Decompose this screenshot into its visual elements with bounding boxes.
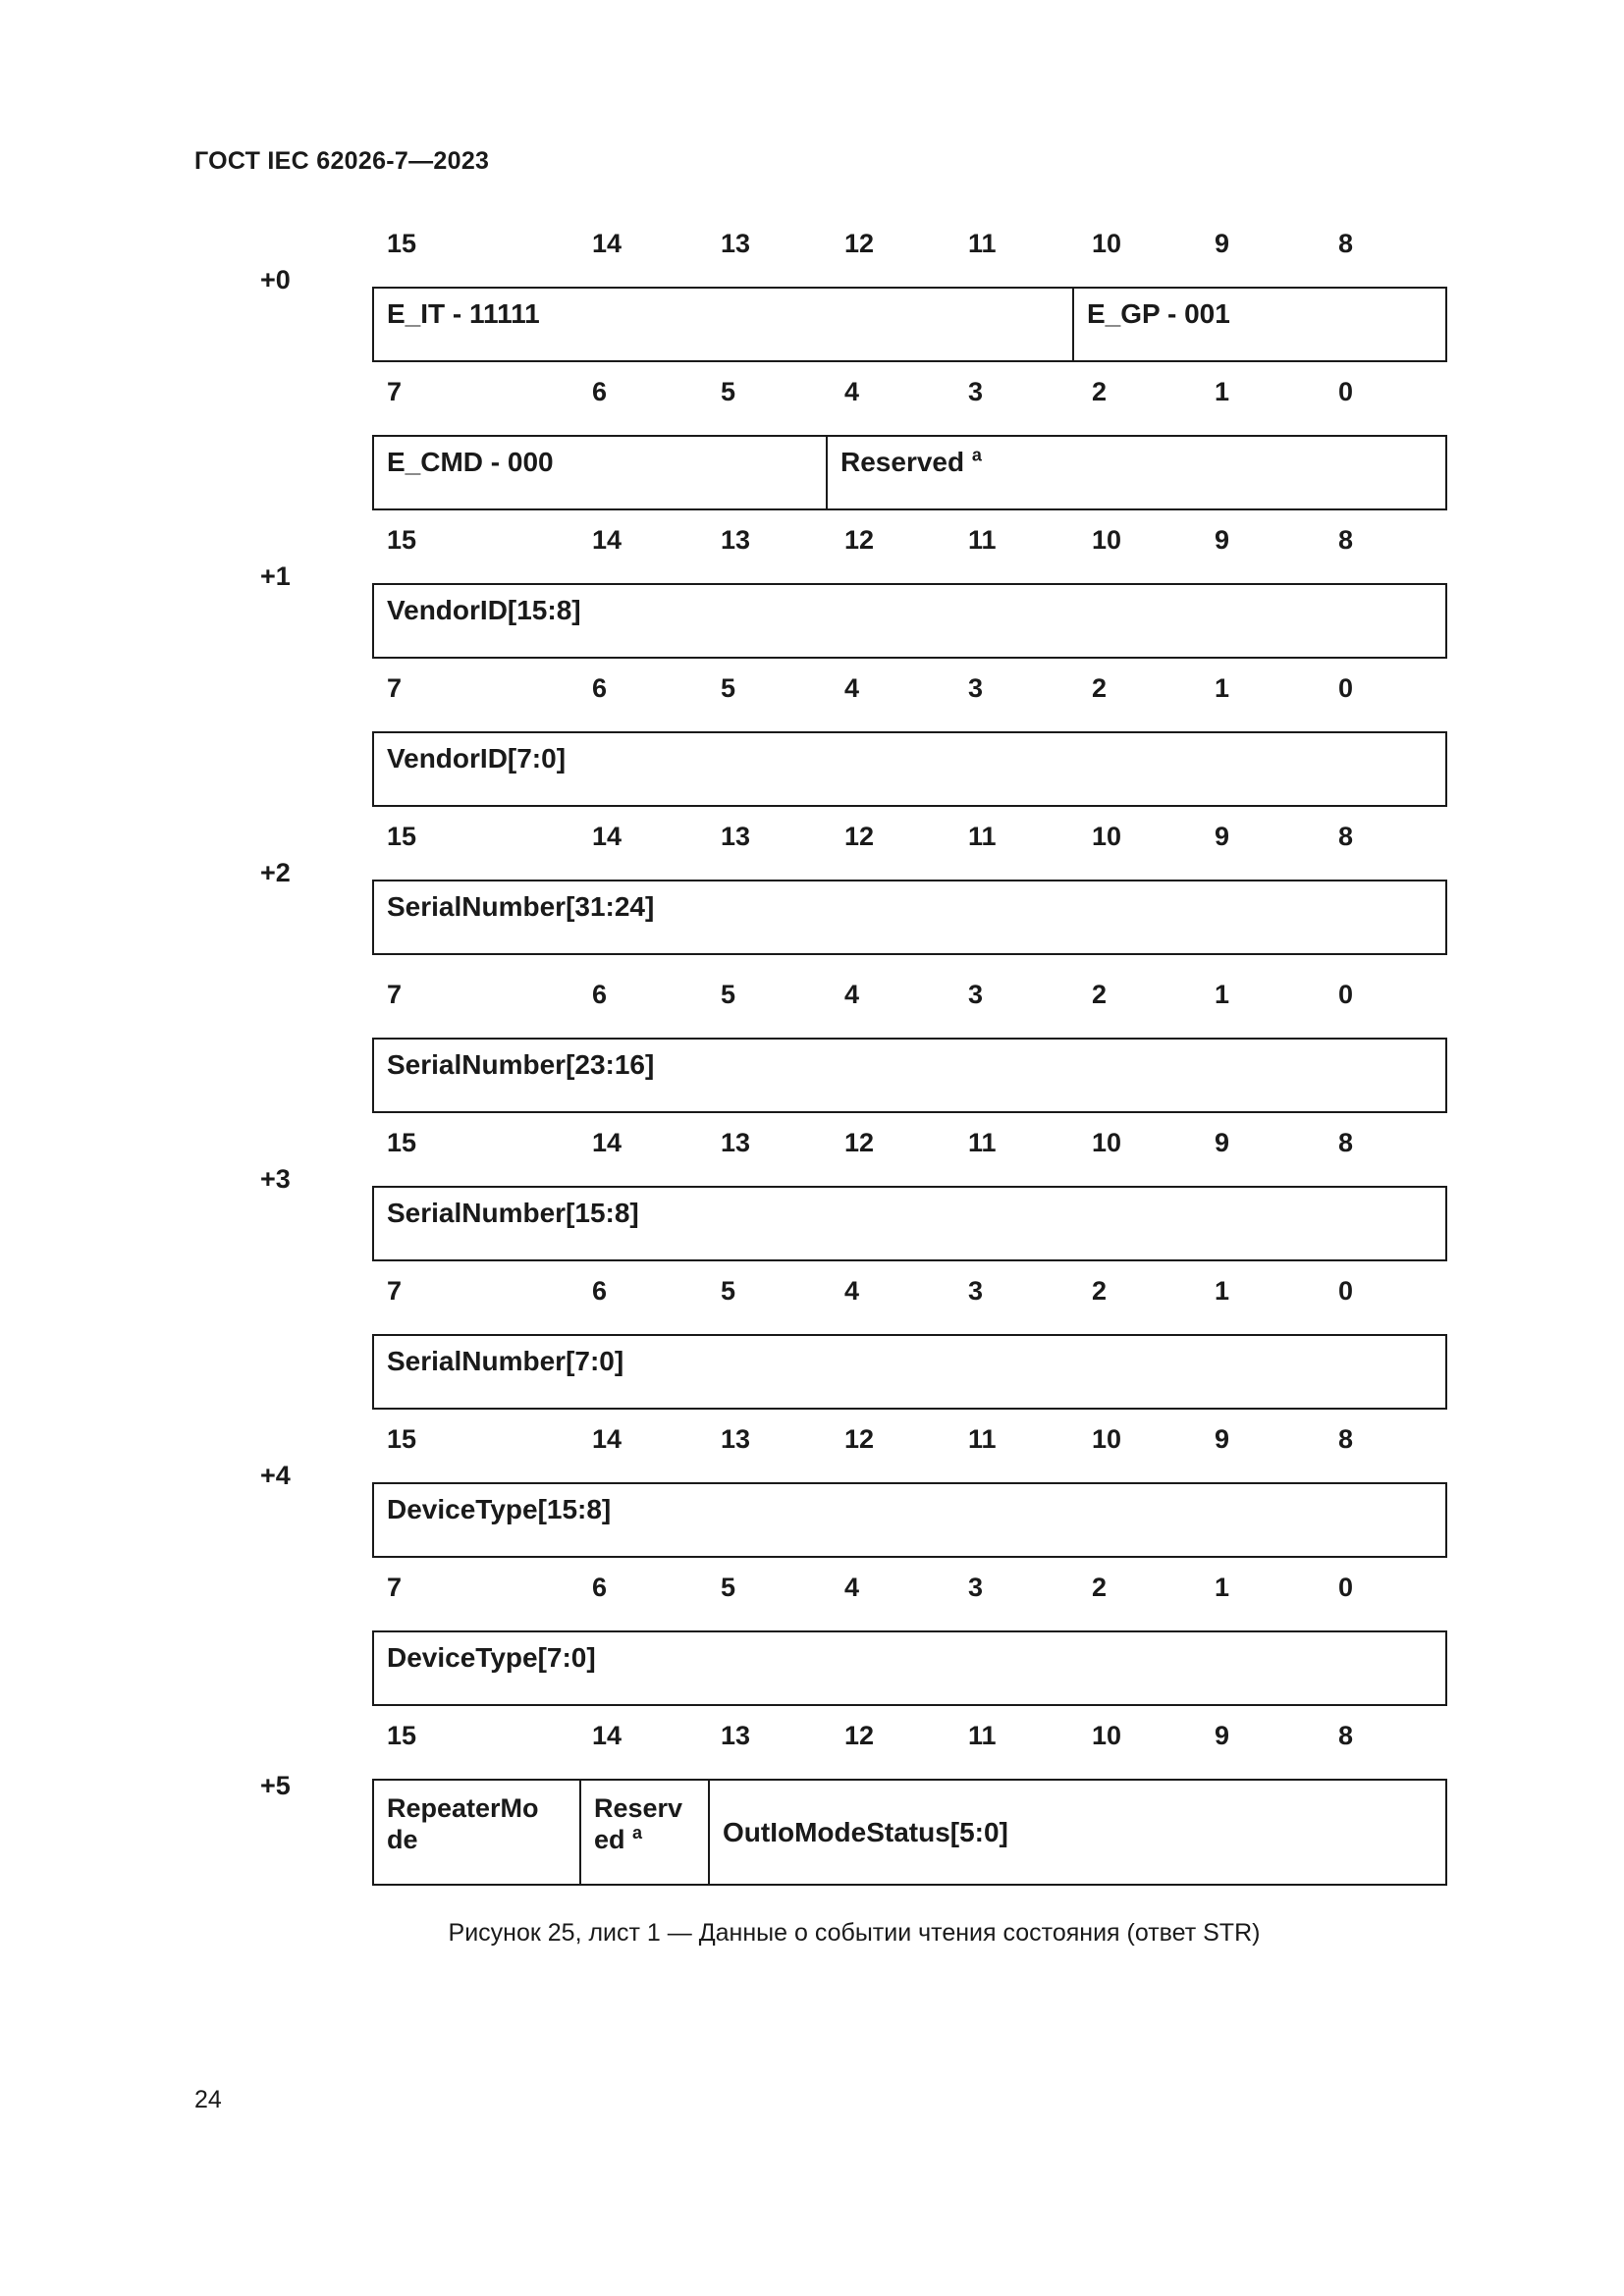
bit-label: 10 — [1092, 525, 1122, 555]
bit-label: 5 — [721, 1573, 736, 1602]
bit-labels-low — [0, 975, 1624, 1014]
bit-label: 3 — [968, 1276, 984, 1306]
bit-label: 3 — [968, 980, 984, 1009]
register-field: SerialNumber[7:0] — [387, 1346, 624, 1376]
bit-labels-high — [0, 817, 1624, 856]
bit-label: 15 — [387, 525, 417, 555]
bit-label: 2 — [1092, 1573, 1108, 1602]
bit-label: 15 — [387, 229, 417, 258]
bit-label: 14 — [592, 229, 623, 258]
bit-labels-high — [0, 1123, 1624, 1162]
bit-label: 13 — [721, 1424, 751, 1454]
bit-label: 10 — [1092, 1424, 1122, 1454]
bit-label: 0 — [1338, 673, 1354, 703]
bit-label: 9 — [1215, 1424, 1230, 1454]
bit-label: 14 — [592, 1721, 623, 1750]
register-field: E_GP - 001 — [1072, 289, 1445, 360]
word-offset: +2 — [260, 858, 291, 887]
bit-label: 11 — [968, 822, 997, 851]
bit-label: 0 — [1338, 377, 1354, 406]
bit-label: 10 — [1092, 1128, 1122, 1157]
register-field: OutIoModeStatus[5:0] — [708, 1781, 1445, 1884]
bit-label: 7 — [387, 1276, 403, 1306]
word-offset: +4 — [260, 1461, 291, 1490]
bit-label: 2 — [1092, 377, 1108, 406]
bit-label: 12 — [844, 1424, 875, 1454]
bit-label: 0 — [1338, 1573, 1354, 1602]
register-row — [372, 435, 1447, 510]
bit-label: 13 — [721, 229, 751, 258]
bit-label: 14 — [592, 525, 623, 555]
bit-label: 15 — [387, 822, 417, 851]
bit-label: 5 — [721, 673, 736, 703]
bit-label: 6 — [592, 673, 608, 703]
bit-label: 6 — [592, 1573, 608, 1602]
bit-label: 9 — [1215, 1721, 1230, 1750]
bit-label: 9 — [1215, 229, 1230, 258]
word-offset: +3 — [260, 1164, 291, 1194]
bit-label: 5 — [721, 377, 736, 406]
footnote-marker: a — [971, 445, 982, 465]
bit-label: 7 — [387, 673, 403, 703]
register-row — [372, 583, 1447, 659]
bit-labels-high — [0, 1716, 1624, 1755]
page-number: 24 — [194, 2086, 222, 2113]
bit-labels-high — [0, 520, 1624, 560]
bit-label: 15 — [387, 1424, 417, 1454]
bit-label: 2 — [1092, 1276, 1108, 1306]
bit-label: 8 — [1338, 229, 1354, 258]
register-field: Reserved $^a$ — [826, 437, 1445, 508]
word-offset: +1 — [260, 561, 291, 591]
bit-label: 3 — [968, 673, 984, 703]
register-row — [372, 1186, 1447, 1261]
bit-label: 1 — [1215, 377, 1230, 406]
bit-labels-low — [0, 668, 1624, 708]
bit-label: 15 — [387, 1721, 417, 1750]
bit-label: 12 — [844, 822, 875, 851]
register-field: Reserv ed $^a$ — [579, 1781, 708, 1884]
bit-label: 11 — [968, 1721, 997, 1750]
register-field: SerialNumber[15:8] — [387, 1198, 639, 1228]
register-field: E_IT - 11111 — [387, 298, 540, 329]
bit-label: 9 — [1215, 525, 1230, 555]
bit-labels-high — [0, 224, 1624, 263]
register-field: E_CMD - 000 — [387, 447, 554, 477]
bit-label: 9 — [1215, 822, 1230, 851]
bit-label: 12 — [844, 1128, 875, 1157]
bit-label: 11 — [968, 229, 997, 258]
bit-label: 1 — [1215, 673, 1230, 703]
bit-label: 3 — [968, 377, 984, 406]
bit-label: 6 — [592, 377, 608, 406]
bit-label: 1 — [1215, 1276, 1230, 1306]
bit-label: 4 — [844, 1573, 860, 1602]
register-field: RepeaterMo de — [387, 1793, 539, 1854]
bit-label: 8 — [1338, 525, 1354, 555]
bit-label: 8 — [1338, 1721, 1354, 1750]
bit-label: 5 — [721, 1276, 736, 1306]
bit-label: 2 — [1092, 673, 1108, 703]
bit-labels-low — [0, 372, 1624, 411]
register-row — [372, 1038, 1447, 1113]
bit-label: 12 — [844, 525, 875, 555]
bit-label: 3 — [968, 1573, 984, 1602]
bit-label: 15 — [387, 1128, 417, 1157]
bit-label: 8 — [1338, 1424, 1354, 1454]
bit-label: 6 — [592, 980, 608, 1009]
word-offset: +0 — [260, 265, 291, 294]
bit-label: 13 — [721, 822, 751, 851]
register-field: DeviceType[15:8] — [387, 1494, 612, 1524]
bit-label: 13 — [721, 1128, 751, 1157]
document-header: ГОСТ IEC 62026-7—2023 — [194, 147, 490, 175]
bit-label: 10 — [1092, 1721, 1122, 1750]
register-row — [372, 287, 1447, 362]
bit-label: 0 — [1338, 1276, 1354, 1306]
bit-label: 11 — [968, 525, 997, 555]
bit-label: 0 — [1338, 980, 1354, 1009]
bit-label: 13 — [721, 1721, 751, 1750]
register-row — [372, 1334, 1447, 1410]
bit-label: 11 — [968, 1424, 997, 1454]
bit-label: 7 — [387, 1573, 403, 1602]
bit-label: 10 — [1092, 229, 1122, 258]
bit-label: 6 — [592, 1276, 608, 1306]
register-row — [372, 880, 1447, 955]
bit-label: 13 — [721, 525, 751, 555]
bit-label: 12 — [844, 229, 875, 258]
register-field: VendorID[15:8] — [387, 595, 581, 625]
register-row — [372, 1630, 1447, 1706]
register-field: DeviceType[7:0] — [387, 1642, 596, 1673]
register-row — [372, 1779, 1447, 1886]
bit-labels-low — [0, 1568, 1624, 1607]
bit-label: 4 — [844, 673, 860, 703]
bit-label: 12 — [844, 1721, 875, 1750]
bit-label: 2 — [1092, 980, 1108, 1009]
register-field: VendorID[7:0] — [387, 743, 567, 774]
bit-label: 1 — [1215, 980, 1230, 1009]
bit-label: 4 — [844, 1276, 860, 1306]
figure-caption: Рисунок 25, лист 1 — Данные о событии чтения состояния (ответ STR) — [448, 1919, 1261, 1947]
bit-label: 14 — [592, 822, 623, 851]
bit-label: 9 — [1215, 1128, 1230, 1157]
bit-label: 5 — [721, 980, 736, 1009]
bit-label: 8 — [1338, 1128, 1354, 1157]
bit-label: 1 — [1215, 1573, 1230, 1602]
bit-label: 8 — [1338, 822, 1354, 851]
bit-label: 7 — [387, 377, 403, 406]
register-field: SerialNumber[23:16] — [387, 1049, 655, 1080]
bit-label: 7 — [387, 980, 403, 1009]
bit-label: 14 — [592, 1424, 623, 1454]
bit-label: 14 — [592, 1128, 623, 1157]
register-row — [372, 731, 1447, 807]
bit-label: 4 — [844, 377, 860, 406]
bit-label: 4 — [844, 980, 860, 1009]
word-offset: +5 — [260, 1771, 291, 1800]
register-field: SerialNumber[31:24] — [387, 891, 655, 922]
bit-label: 10 — [1092, 822, 1122, 851]
register-row — [372, 1482, 1447, 1558]
bit-labels-high — [0, 1419, 1624, 1459]
bit-labels-low — [0, 1271, 1624, 1310]
bit-label: 11 — [968, 1128, 997, 1157]
footnote-marker: a — [632, 1823, 643, 1842]
